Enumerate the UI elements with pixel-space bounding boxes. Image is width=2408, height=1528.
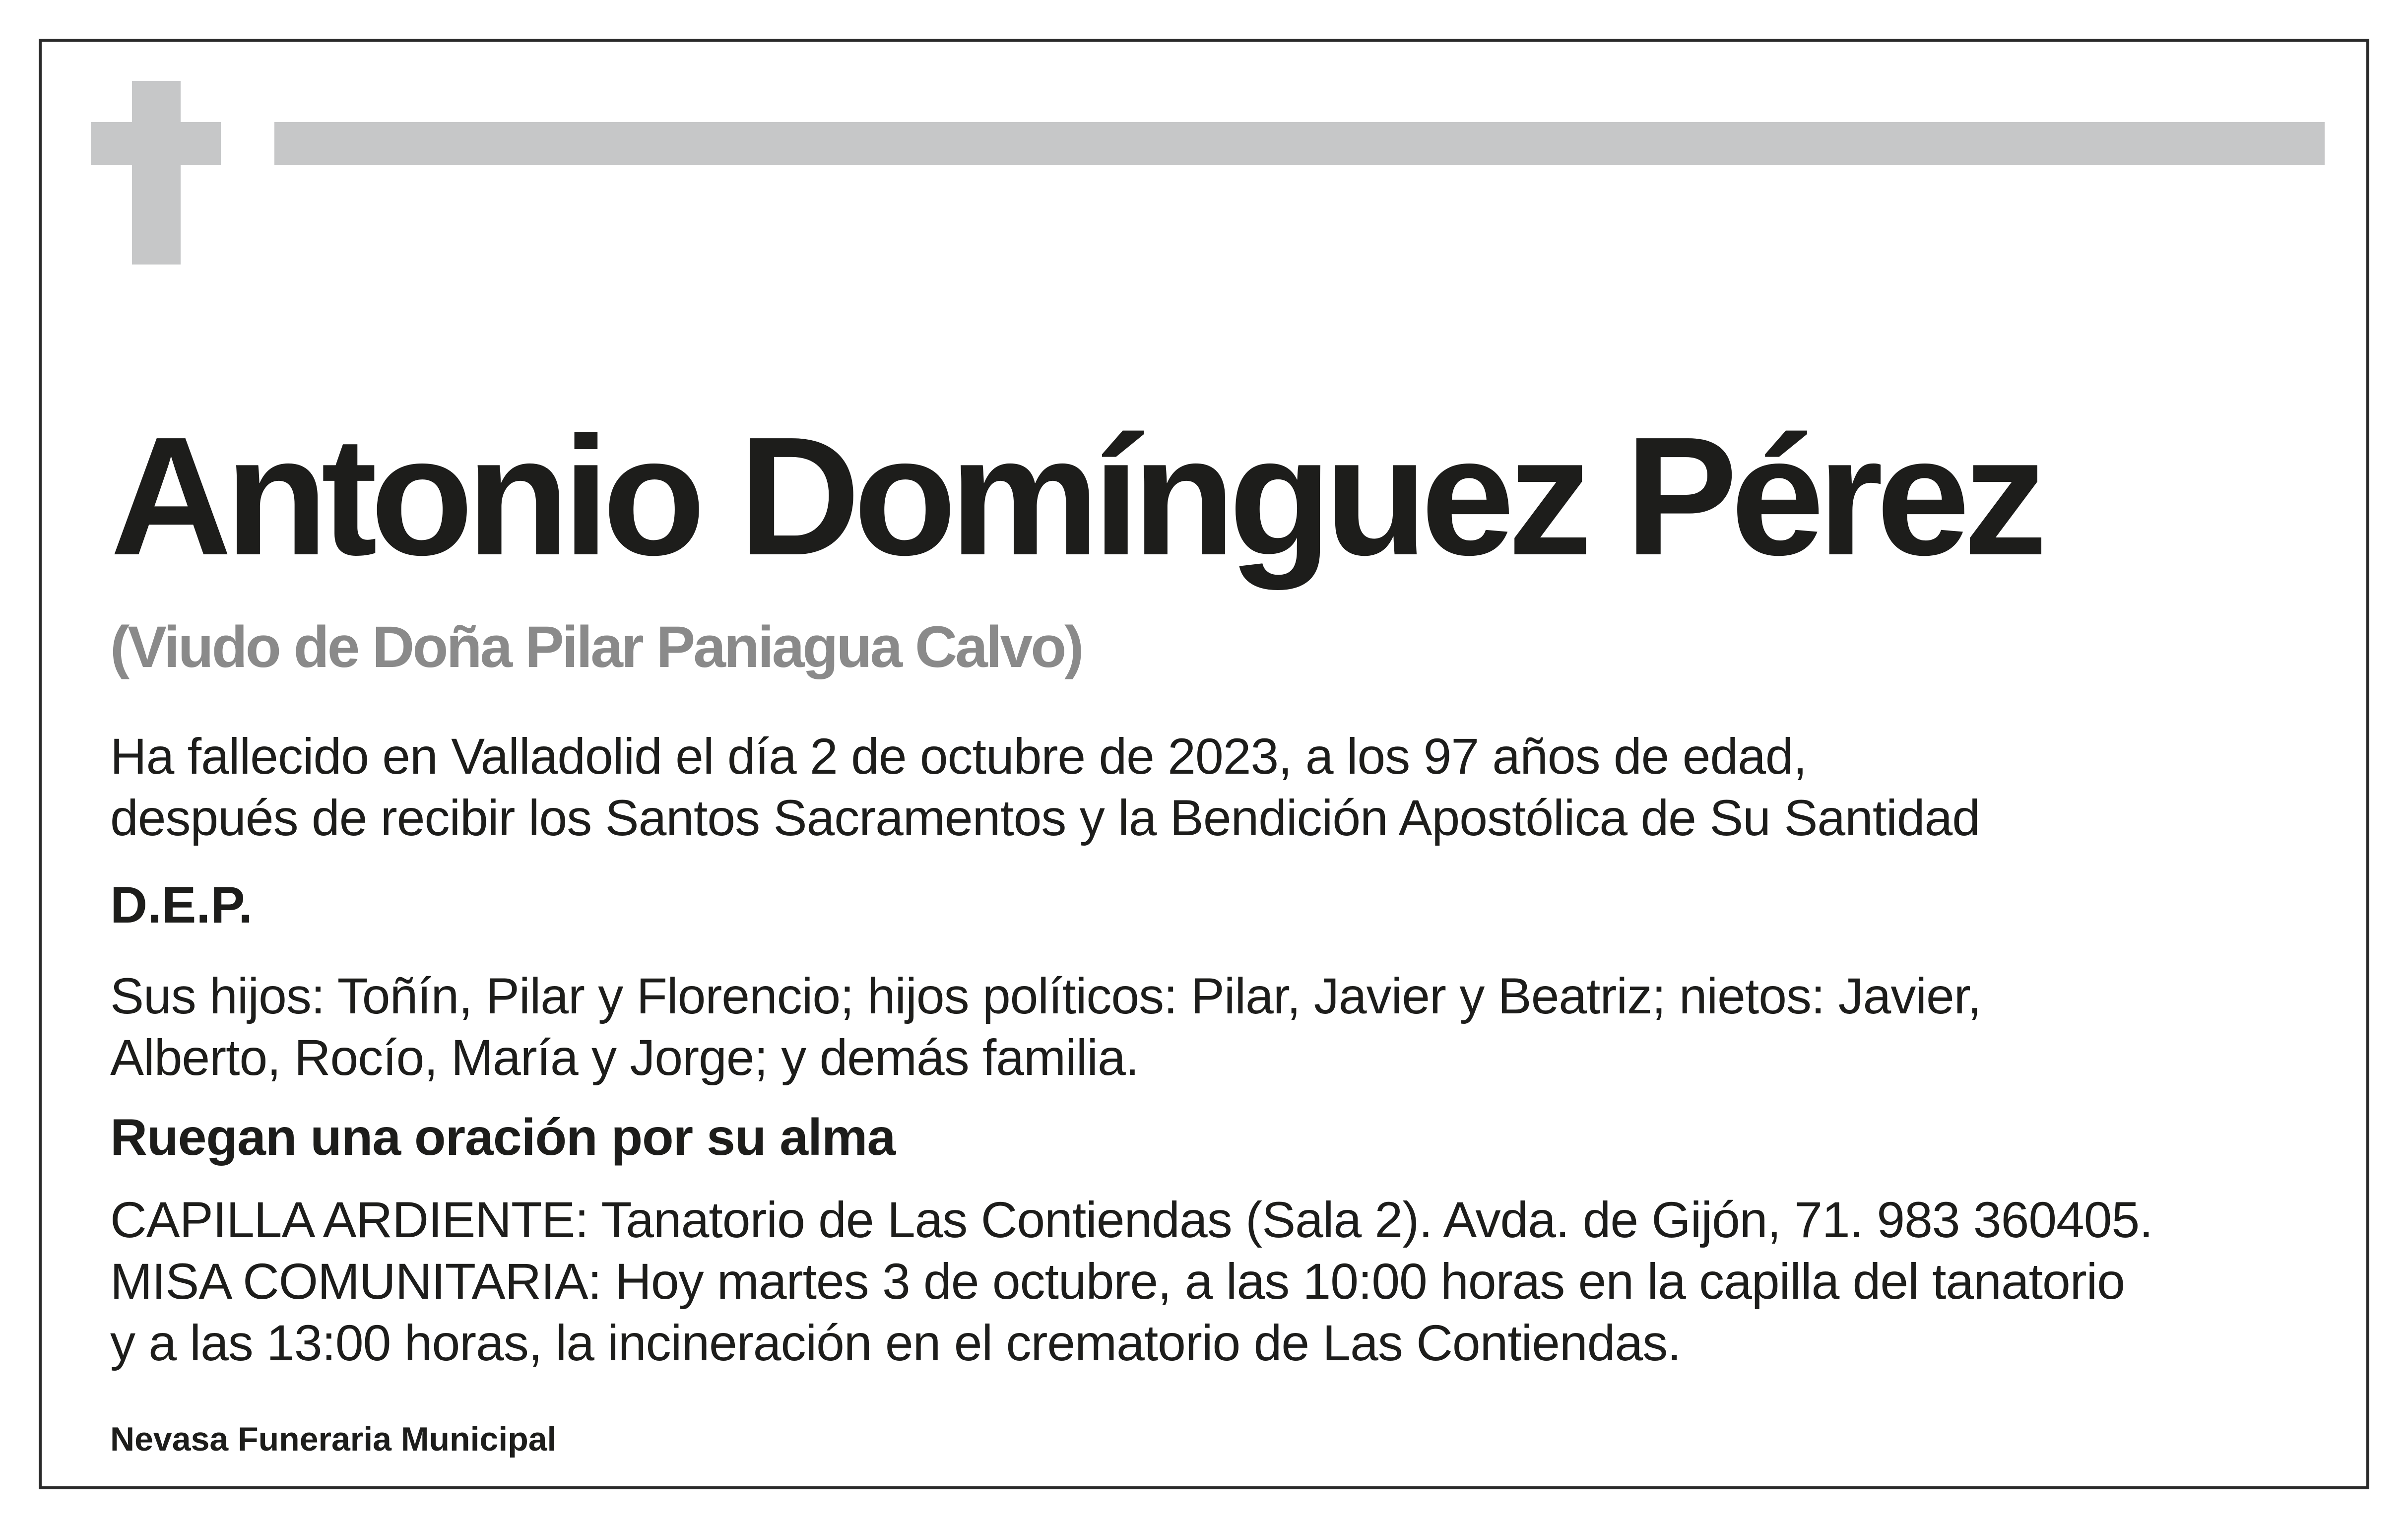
family-list	[110, 965, 1981, 1088]
announcement-line: después de recibir los Santos Sacramentos y la Bendición Apostólica de Su Santidad	[110, 790, 1980, 846]
service-line: MISA COMUNITARIA: Hoy martes 3 de octubre, a las 10:00 horas en la capilla del tanatorio	[110, 1253, 2125, 1310]
header-rule	[274, 122, 2325, 165]
service-details	[110, 1189, 2153, 1374]
announcement-line: Ha fallecido en Valladolid el día 2 de octubre de 2023, a los 97 años de edad,	[110, 728, 1807, 785]
funeral-home-credit: Nevasa Funeraria Municipal	[110, 1420, 557, 1458]
cross-vertical-bar	[132, 81, 181, 265]
family-line: Sus hijos: Toñín, Pilar y Florencio; hijos políticos: Pilar, Javier y Beatriz; nietos: Javier,	[110, 968, 1981, 1024]
cross-horizontal-bar	[91, 122, 221, 165]
service-line: y a las 13:00 horas, la incineración en el crematorio de Las Contiendas.	[110, 1315, 1681, 1371]
dep-heading: D.E.P.	[110, 876, 253, 934]
family-line: Alberto, Rocío, María y Jorge; y demás familia.	[110, 1029, 1139, 1086]
service-line: CAPILLA ARDIENTE: Tanatorio de Las Contiendas (Sala 2). Avda. de Gijón, 71. 983 360405.	[110, 1192, 2153, 1248]
widow-note: (Viudo de Doña Pilar Paniagua Calvo)	[110, 614, 1082, 680]
death-announcement	[110, 726, 1980, 849]
prayer-request: Ruegan una oración por su alma	[110, 1109, 896, 1166]
deceased-name: Antonio Domínguez Pérez	[110, 402, 2041, 591]
